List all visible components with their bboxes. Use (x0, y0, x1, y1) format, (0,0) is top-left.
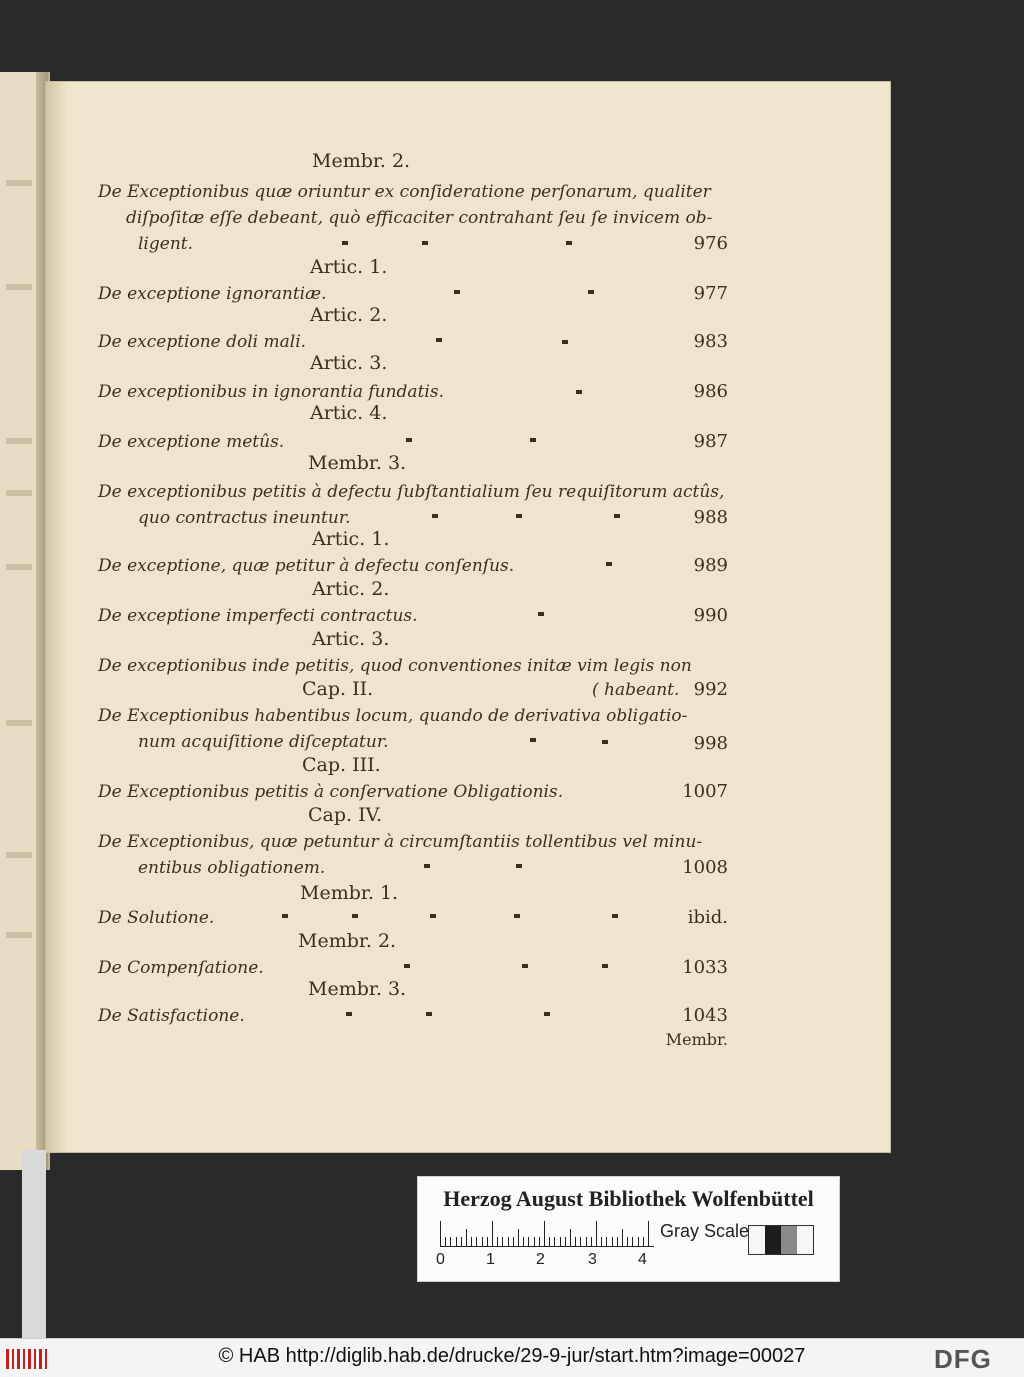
leader-dash (406, 438, 412, 442)
toc-entry-line: entibus obligationem. (138, 858, 326, 878)
leader-dash (516, 514, 522, 518)
toc-entry-line: De exceptionibus petitis à defectu ſubſtantialium ſeu requiſitorum actûs, (98, 482, 725, 502)
ruler-tick (471, 1237, 472, 1247)
toc-entry-line: De exceptione metûs. (98, 432, 285, 452)
page-number: 986 (693, 381, 728, 402)
leader-dash (426, 1012, 432, 1016)
leader-dash (566, 241, 572, 245)
page-shadow (46, 82, 68, 1152)
ruler-tick (497, 1237, 498, 1247)
ruler-tick (596, 1221, 597, 1247)
ruler-tick (622, 1229, 623, 1247)
leader-dash (538, 612, 544, 616)
ruler-number: 1 (486, 1251, 495, 1268)
toc-entry-line: De Exceptionibus habentibus locum, quando de derivativa obligatio- (98, 706, 688, 726)
section-heading: Artic. 2. (310, 304, 388, 326)
page-number: 1008 (682, 857, 728, 878)
leader-dash (404, 964, 410, 968)
leader-dash (612, 914, 618, 918)
book-page (46, 82, 890, 1152)
facing-page-edge (0, 72, 50, 1170)
ruler-tick (606, 1237, 607, 1247)
leader-dash (352, 914, 358, 918)
ruler-number: 3 (588, 1251, 597, 1268)
leader-dash (562, 340, 568, 344)
toc-entry-line: num acquiſitione diſceptatur. (138, 732, 389, 752)
ruler-tick (570, 1229, 571, 1247)
toc-entry-line: De Compenſatione. (98, 958, 264, 978)
ruler-number: 4 (638, 1251, 647, 1268)
ink-fragment (6, 564, 32, 570)
ruler-tick (601, 1237, 602, 1247)
page-number: 1007 (682, 781, 728, 802)
section-heading: Membr. 3. (308, 978, 407, 1000)
gray-scale-swatches (748, 1225, 814, 1255)
ruler-tick (632, 1237, 633, 1247)
page-number: 987 (693, 431, 728, 452)
page-number: 989 (693, 555, 728, 576)
leader-dash (602, 740, 608, 744)
ruler-tick (549, 1237, 550, 1247)
toc-entry-line: diſpoſitæ eſſe debeant, quò efficaciter contrahant ſeu ſe invicem ob- (126, 208, 713, 228)
ruler-tick (482, 1237, 483, 1247)
leader-dash (602, 964, 608, 968)
leader-dash (346, 1012, 352, 1016)
ruler-tick (565, 1237, 566, 1247)
viewer-footer (0, 1338, 1024, 1377)
ruler-tick (476, 1237, 477, 1247)
toc-entry-line: De exceptionibus inde petitis, quod conventiones initæ vim legis non (98, 656, 692, 676)
ruler-tick (518, 1229, 519, 1247)
ink-fragment (6, 720, 32, 726)
page-number: 1033 (682, 957, 728, 978)
toc-entry-line: De exceptionibus in ignorantia fundatis. (98, 382, 444, 402)
ruler-tick (586, 1237, 587, 1247)
ruler-tick (450, 1237, 451, 1247)
ruler-tick (648, 1221, 649, 1247)
leader-dash (522, 964, 528, 968)
ruler-tick (492, 1221, 493, 1247)
ruler-tick (591, 1237, 592, 1247)
toc-entry-line: De Exceptionibus, quæ petuntur à circumſtantiis tollentibus vel minu- (98, 832, 703, 852)
page-number: 988 (693, 507, 728, 528)
leader-dash (432, 514, 438, 518)
leader-dash (614, 514, 620, 518)
ink-fragment (6, 438, 32, 444)
page-number: 977 (693, 283, 728, 304)
leader-dash (516, 864, 522, 868)
section-heading: Membr. 3. (308, 452, 407, 474)
page-number: ibid. (687, 907, 728, 928)
page-number: 990 (693, 605, 728, 626)
chapter-heading: Cap. II. (302, 678, 374, 700)
ruler-tick (539, 1237, 540, 1247)
ruler-tick (534, 1237, 535, 1247)
toc-entry-line: De Satisfactione. (98, 1006, 245, 1026)
leader-dash (436, 338, 442, 342)
section-heading: Artic. 1. (312, 528, 390, 550)
section-heading: Artic. 1. (310, 256, 388, 278)
gray-swatch (749, 1226, 765, 1254)
toc-entry-line: De exceptione, quæ petitur à defectu conſenſus. (98, 556, 515, 576)
leader-dash (454, 290, 460, 294)
page-number: 1043 (682, 1005, 728, 1026)
copyright-link[interactable]: © HAB http://diglib.hab.de/drucke/29-9-jur/start.htm?image=00027 (218, 1345, 806, 1367)
page-number: 998 (693, 733, 728, 754)
toc-entry-line: De exceptione doli mali. (98, 332, 307, 352)
ruler-tick (544, 1221, 545, 1247)
leader-dash (282, 914, 288, 918)
gray-swatch (797, 1226, 813, 1254)
ruler-tick (643, 1237, 644, 1247)
ruler-tick (575, 1237, 576, 1247)
section-heading: Artic. 2. (312, 578, 390, 600)
ruler-tick (440, 1221, 441, 1247)
ruler-tick (461, 1237, 462, 1247)
leader-dash (588, 290, 594, 294)
leader-dash (530, 438, 536, 442)
chapter-heading: Cap. IV. (308, 804, 383, 826)
toc-entry-line: ( habeant. (592, 680, 680, 700)
ruler-tick (508, 1237, 509, 1247)
ruler-tick (456, 1237, 457, 1247)
toc-entry-line: De Solutione. (98, 908, 215, 928)
toc-entry-line: ligent. (138, 234, 194, 254)
library-name: Herzog August Bibliothek Wolfenbüttel (443, 1186, 814, 1211)
leader-dash (514, 914, 520, 918)
ink-fragment (6, 852, 32, 858)
gray-swatch (765, 1226, 781, 1254)
ink-fragment (6, 284, 32, 290)
ruler-tick (466, 1229, 467, 1247)
section-heading: Membr. 2. (312, 150, 411, 172)
ruler-tick (560, 1237, 561, 1247)
chapter-heading: Cap. III. (302, 754, 381, 776)
leader-dash (424, 864, 430, 868)
dfg-logo: DFG (934, 1344, 992, 1374)
leader-dash (530, 738, 536, 742)
ruler-tick (617, 1237, 618, 1247)
catchword: Membr. (665, 1030, 728, 1049)
leader-dash (576, 390, 582, 394)
ruler-number: 0 (436, 1251, 445, 1268)
page-number: 992 (693, 679, 728, 700)
ruler-tick (502, 1237, 503, 1247)
ruler-tick (627, 1237, 628, 1247)
section-heading: Artic. 4. (310, 402, 388, 424)
toc-entry-line: De exceptione ignorantiæ. (98, 284, 327, 304)
color-reference-card (417, 1176, 840, 1282)
ruler-tick (638, 1237, 639, 1247)
ruler-number: 2 (536, 1251, 545, 1268)
ruler-tick (554, 1237, 555, 1247)
gray-swatch (781, 1226, 797, 1254)
section-heading: Artic. 3. (312, 628, 390, 650)
section-heading: Artic. 3. (310, 352, 388, 374)
ruler-tick (523, 1237, 524, 1247)
page-number: 983 (693, 331, 728, 352)
page-number: 976 (693, 233, 728, 254)
leader-dash (544, 1012, 550, 1016)
leader-dash (430, 914, 436, 918)
ruler-tick (528, 1237, 529, 1247)
ink-fragment (6, 180, 32, 186)
toc-entry-line: De exceptione imperfecti contractus. (98, 606, 418, 626)
section-heading: Membr. 2. (298, 930, 397, 952)
ruler-scale (440, 1219, 654, 1247)
section-heading: Membr. 1. (300, 882, 399, 904)
ruler-tick (513, 1237, 514, 1247)
ink-fragment (6, 932, 32, 938)
toc-entry-line: De Exceptionibus petitis à conſervatione Obligationis. (98, 782, 564, 802)
ink-fragment (6, 490, 32, 496)
ruler-tick (487, 1237, 488, 1247)
page-holder (22, 1150, 46, 1338)
gray-scale-label: Gray Scale (660, 1221, 750, 1241)
toc-entry-line: De Exceptionibus quæ oriuntur ex conſideratione perſonarum, qualiter (98, 182, 711, 202)
toc-entry-line: quo contractus ineuntur. (138, 508, 351, 528)
leader-dash (342, 241, 348, 245)
leader-dash (422, 241, 428, 245)
leader-dash (606, 562, 612, 566)
ruler-tick (580, 1237, 581, 1247)
ruler-tick (445, 1237, 446, 1247)
ruler-tick (612, 1237, 613, 1247)
